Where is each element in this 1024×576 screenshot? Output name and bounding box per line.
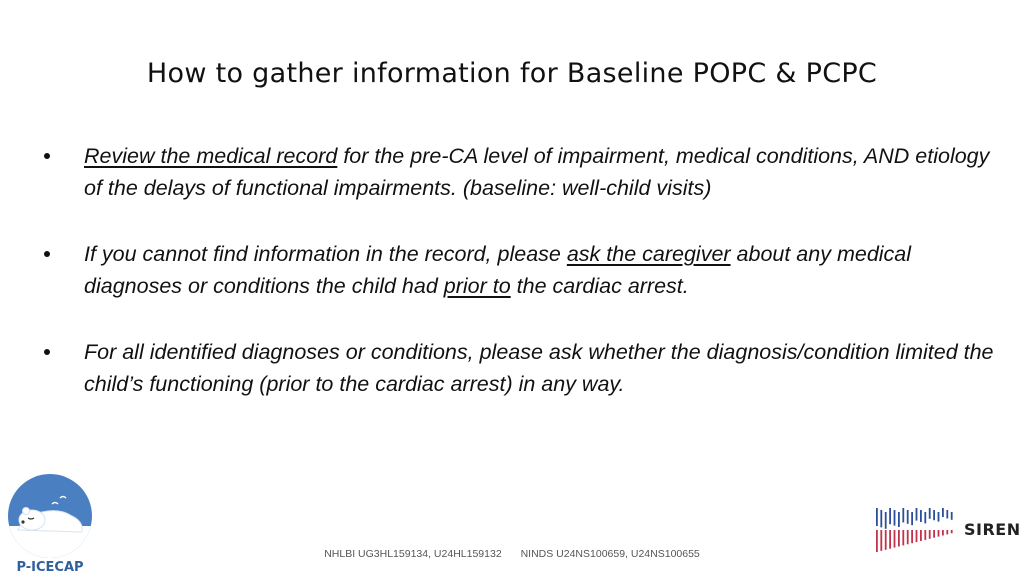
siren-bar	[916, 508, 918, 521]
bullet-diagnoses	[44, 336, 994, 400]
siren-bar	[889, 508, 891, 524]
siren-bar	[898, 512, 900, 527]
siren-bar	[885, 512, 887, 529]
siren-bar	[876, 508, 878, 526]
review-record-underlined: Review the medical record	[84, 144, 338, 168]
siren-bar	[938, 512, 940, 522]
siren-bar	[894, 530, 896, 548]
bullet-ask-caregiver	[44, 238, 994, 302]
siren-bar	[894, 510, 896, 526]
siren-bar	[951, 512, 953, 520]
bullet-text: If you cannot find information in the record, please	[84, 242, 567, 266]
siren-bar	[951, 530, 953, 533]
footer-grants	[0, 548, 1024, 560]
grant-ninds: NINDS U24NS100659, U24NS100655	[520, 548, 700, 560]
siren-bar	[898, 530, 900, 547]
picecap-label: P-ICECAP	[16, 560, 84, 575]
slide-title: How to gather information for Baseline POPC & PCPC	[146, 58, 878, 89]
siren-bar	[924, 512, 926, 523]
bullet-dot	[44, 153, 50, 159]
siren-bar	[924, 530, 926, 540]
siren-bar	[920, 530, 922, 541]
bullet-text: the cardiac arrest.	[510, 274, 689, 298]
siren-bar	[942, 530, 944, 536]
siren-bar	[907, 510, 909, 524]
siren-bar	[946, 510, 948, 518]
polar-bear-icon	[8, 474, 92, 558]
siren-bar	[946, 530, 948, 534]
bullet-text: For all identified diagnoses or conditions, please ask whether the diagnosis/condition limited the child’s functioning (prior to the cardiac arrest) in any way.	[84, 340, 994, 396]
siren-bar	[929, 530, 931, 539]
prior-to-underlined: prior to	[443, 274, 511, 298]
siren-label: SIREN	[964, 520, 1021, 539]
bullet-dot	[44, 251, 50, 257]
siren-bar	[907, 530, 909, 544]
bullet-text: for the pre-CA level of impairment, medical conditions, AND etiology of the delays of functional impairments. (baseline: well-child visits)	[84, 144, 990, 200]
siren-bar	[920, 510, 922, 522]
bullet-review-record	[44, 140, 994, 204]
siren-bar	[880, 510, 882, 527]
siren-bar	[902, 508, 904, 522]
bullet-text: about any medical diagnoses or conditions the child had	[84, 242, 912, 298]
siren-bar	[911, 512, 913, 525]
siren-bar	[942, 508, 944, 517]
bullet-dot	[44, 349, 50, 355]
grant-nhlbi: NHLBI UG3HL159134, U24HL159132	[324, 548, 502, 560]
siren-bar	[938, 530, 940, 537]
siren-bar	[911, 530, 913, 543]
siren-bar	[933, 530, 935, 538]
siren-bar	[929, 508, 931, 519]
siren-bar	[885, 530, 887, 550]
siren-bar	[889, 530, 891, 549]
siren-bar	[916, 530, 918, 542]
ask-caregiver-underlined: ask the caregiver	[566, 242, 731, 266]
bullet-list	[44, 140, 994, 434]
siren-bar	[933, 510, 935, 520]
siren-bar	[902, 530, 904, 545]
